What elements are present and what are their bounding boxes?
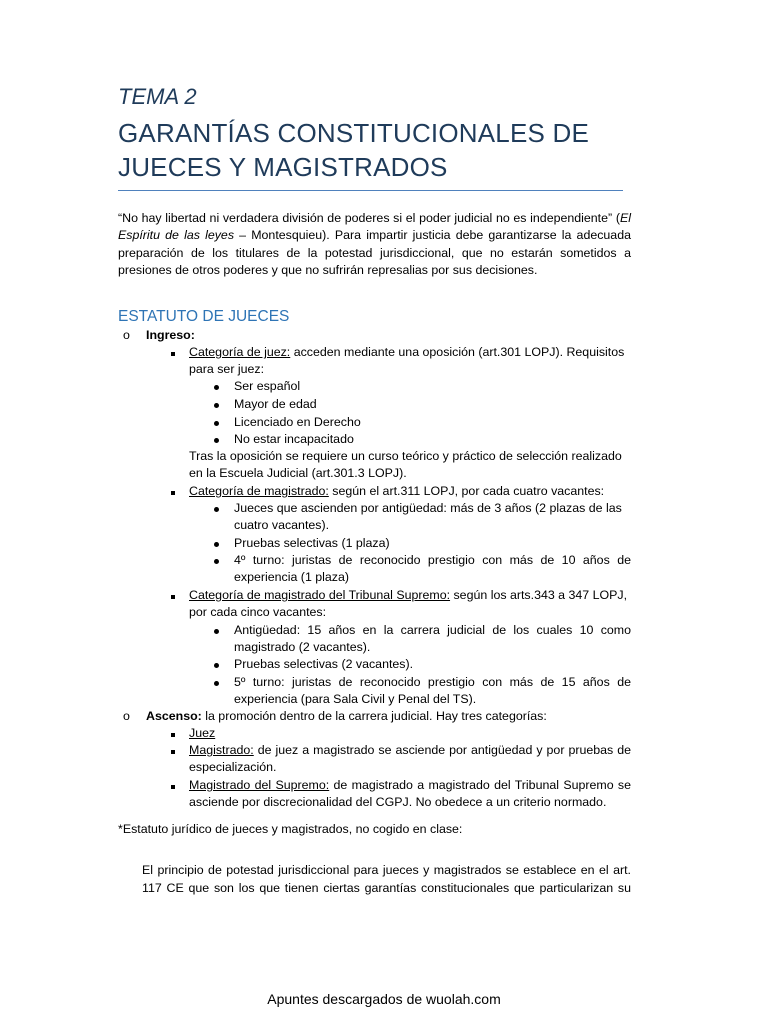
note-line: *Estatuto jurídico de jueces y magistrados, no cogido en clase: (118, 822, 463, 836)
supremo-category-label: Categoría de magistrado del Tribunal Supremo: (189, 588, 451, 602)
ascenso-supremo-line-2: asciende por discrecionalidad del CGPJ. No obedece a un criterio normado. (189, 795, 607, 809)
intro-body: – Montesquieu). Para impartir justicia debe garantizarse la adecuada preparación de los titulares de la potestad jurisdiccional, que no estarán sometidos a presiones de otros poderes y que no sufrirán represalias por sus decisiones. (118, 228, 631, 278)
square-bullet-icon (171, 777, 175, 794)
title-line-2: JUECES Y MAGISTRADOS (118, 152, 448, 182)
juez-category-line-1 (189, 344, 631, 361)
magistrado-item-line-1: Pruebas selectivas (1 plaza) (234, 536, 390, 550)
tema-label: TEMA 2 (118, 84, 197, 109)
dot-bullet-icon (214, 500, 219, 517)
square-bullet-icon (171, 742, 175, 759)
intro-quote: “No hay libertad ni verdadera división de poderes si el poder judicial no es independiente” (118, 211, 613, 225)
dot-bullet-icon (214, 552, 219, 569)
req-item: Mayor de edad (234, 397, 317, 411)
ascenso-supremo-text: de magistrado a magistrado del Tribunal Supremo se (329, 778, 632, 792)
title-line-1: GARANTÍAS CONSTITUCIONALES DE (118, 118, 589, 148)
dot-bullet-icon (214, 622, 219, 639)
ascenso-magistrado-text: de juez a magistrado se asciende por antigüedad y por pruebas de (253, 743, 631, 757)
footer-text: Apuntes descargados de wuolah.com (267, 991, 501, 1007)
ascenso-label: Ascenso: (146, 709, 202, 723)
supremo-item-line-2: experiencia (para Sala Civil y Penal del TS). (234, 692, 477, 706)
ascenso-supremo-line-1 (189, 777, 631, 794)
circle-bullet-icon: o (123, 709, 130, 723)
ascenso-juez: Juez (189, 726, 216, 740)
ascenso-supremo-label: Magistrado del Supremo: (189, 778, 330, 792)
square-bullet-icon (171, 725, 175, 742)
magistrado-item-line-1: Jueces que ascienden por antigüedad: más de 3 años (2 plazas de las (234, 501, 622, 515)
intro-paragraph (118, 210, 631, 280)
ascenso-magistrado-line-1 (189, 742, 631, 759)
page-title (118, 116, 638, 184)
section-heading: ESTATUTO DE JUECES (118, 308, 290, 325)
supremo-item-line-1: 5º turno: juristas de reconocido prestigio con más de 15 años de (234, 675, 631, 689)
req-item: Ser español (234, 379, 301, 393)
ascenso-text: la promoción dentro de la carrera judicial. Hay tres categorías: (201, 709, 547, 723)
title-divider (118, 190, 623, 191)
dot-bullet-icon (214, 431, 219, 448)
dot-bullet-icon (214, 656, 219, 673)
dot-bullet-icon (214, 378, 219, 395)
supremo-item-line-1: Pruebas selectivas (2 vacantes). (234, 657, 414, 671)
req-item: No estar incapacitado (234, 432, 354, 446)
closing-line-2: 117 CE que son los que tienen ciertas garantías constitucionales que particularizan su (142, 881, 631, 895)
intro-open-paren: ( (615, 211, 620, 225)
dot-bullet-icon (214, 414, 219, 431)
juez-category-label: Categoría de juez: (189, 345, 291, 359)
supremo-category-line-1 (189, 587, 627, 604)
magistrado-item-line-2: cuatro vacantes). (234, 518, 330, 532)
juez-category-line-2: para ser juez: (189, 362, 265, 376)
magistrado-category-label: Categoría de magistrado: (189, 484, 329, 498)
magistrado-item-line-2: experiencia (1 plaza) (234, 570, 350, 584)
circle-bullet-icon: o (123, 328, 130, 342)
intro-book-title: El Espíritu de las leyes (118, 211, 631, 243)
ascenso-magistrado-line-2: especialización. (189, 760, 277, 774)
square-bullet-icon (171, 483, 175, 500)
dot-bullet-icon (214, 674, 219, 691)
supremo-item-line-1: Antigüedad: 15 años en la carrera judicial de los cuales 10 como (234, 623, 631, 637)
square-bullet-icon (171, 587, 175, 604)
supremo-category-text: según los arts.343 a 347 LOPJ, (450, 588, 628, 602)
magistrado-category-line (189, 483, 604, 500)
ingreso-label: Ingreso: (146, 328, 195, 342)
magistrado-category-text: según el art.311 LOPJ, por cada cuatro vacantes: (328, 484, 605, 498)
juez-after-line-2: en la Escuela Judicial (art.301.3 LOPJ). (189, 466, 407, 480)
supremo-item-line-2: magistrado (2 vacantes). (234, 640, 371, 654)
dot-bullet-icon (214, 535, 219, 552)
magistrado-item-line-1: 4º turno: juristas de reconocido prestigio con más de 10 años de (234, 553, 631, 567)
ascenso-magistrado-label: Magistrado: (189, 743, 254, 757)
juez-category-text: acceden mediante una oposición (art.301 LOPJ). Requisitos (290, 345, 625, 359)
juez-after-line-1: Tras la oposición se requiere un curso teórico y práctico de selección realizado (189, 449, 622, 463)
req-item: Licenciado en Derecho (234, 415, 361, 429)
ascenso-line (146, 708, 547, 725)
supremo-category-line-2: por cada cinco vacantes: (189, 605, 327, 619)
square-bullet-icon (171, 344, 175, 361)
dot-bullet-icon (214, 396, 219, 413)
closing-line-1: El principio de potestad jurisdiccional para jueces y magistrados se establece en el art. (142, 863, 631, 877)
